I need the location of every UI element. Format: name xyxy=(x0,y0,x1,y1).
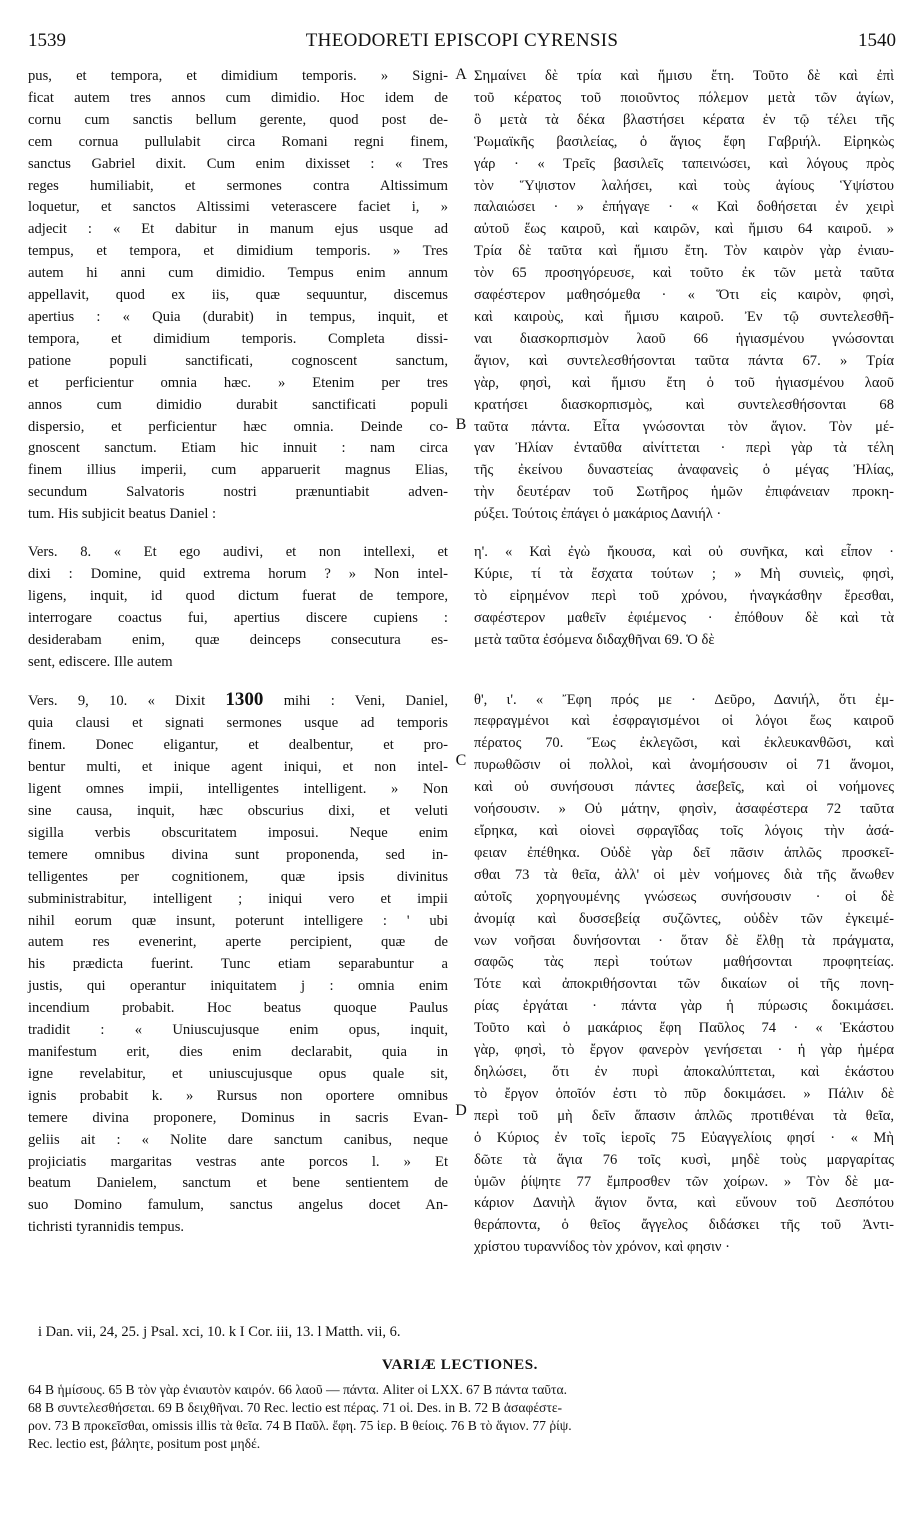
text-line: γαν Ἠλίαν ἐνταῦθα αἰνίττεται · περὶ γὰρ τὰ τέλη xyxy=(474,440,894,457)
running-title: THEODORETI EPISCOPI CYRENSIS xyxy=(305,30,619,51)
text-line: νοήσουσιν. » Οὐ μάτην, φησὶν, ἀσαφέστερα 72 ταῦτα xyxy=(474,801,894,818)
text-line: καὶ καιροὺς, καὶ ἥμισυ καιροῦ. Ἐν τῷ συντελεσθῆ- xyxy=(474,308,894,325)
text-line: ρον. 73 B προκεῖσθαι, omissis illis τὰ θεῖα. 74 B Παῦλ. ἔφη. 75 ἱερ. B θείοις. 76 B τὸ ἅγιον. 77 ῥίψ. xyxy=(28,1418,572,1433)
text-line: ignis probabit k. » Rursus non oportere omnibus xyxy=(28,1087,448,1104)
text-line: δηλώσει, ὅτι ἐν πυρὶ ἀποκαλύπτεται, καὶ ἑκάστου xyxy=(474,1063,894,1080)
text-line: αὐτοῦ ἕως καιροῦ, καὶ καιρῶν, καὶ ἥμισυ 64 καιροῦ. » xyxy=(474,221,894,238)
text-line: telligentes per cognitionem, quæ ipsis divinitus xyxy=(28,868,448,885)
text-line: ἀνομίᾳ καὶ δυσσεβείᾳ συζῶντες, οὐδὲν τῶν ἐγκειμέ- xyxy=(474,910,894,927)
text-line: sigilla verbis obscuritatem imposui. Neque enim xyxy=(28,824,448,841)
text-line: temere omnibus divina sunt proponenda, sed in- xyxy=(28,846,448,863)
text-line: η'. « Καὶ ἐγὼ ἤκουσα, καὶ οὐ συνῆκα, καὶ εἶπον · xyxy=(474,544,894,561)
text-line: ὃ μετὰ τὰ δέκα βλαστήσει κέρατα ἐν τῷ τέλει τῆς xyxy=(474,111,894,128)
text-line: τῆς ἐκείνου δυναστείας ἀναφανεὶς ὁ μέγας Ἠλίας, xyxy=(474,462,894,479)
margin-letter-b: B xyxy=(455,416,467,433)
text-line: bentur multi, et inique agent iniqui, et non intel- xyxy=(28,759,448,776)
text-line: sine causa, inquit, hæc obscurius dixi, et veluti xyxy=(28,803,448,819)
text-line: geliis ait : « Nolite dare sanctum canibus, neque xyxy=(28,1131,448,1148)
text-line: πυρωθῶσιν οἱ πολλοὶ, καὶ ἀνομήσουσιν οἱ 71 ἄνομοι, xyxy=(474,757,894,774)
text-line: his prædicta fuerint. Tunc etiam separabuntur a xyxy=(28,956,448,973)
verse-lead: Vers. 9, 10. « Dixit xyxy=(28,693,226,710)
text-line: finem illius imperii, cum apparuerit magnus Elias, xyxy=(28,462,448,479)
text-line: δῶτε τὰ ἅγια 76 τοῖς κυσὶ, μηδὲ τοὺς μαργαρίτας xyxy=(474,1151,894,1168)
text-line: περὶ τοῦ μὴ δεῖν ἅπασιν ἁπλῶς προτιθέναι τὰ θεῖα, xyxy=(474,1107,894,1124)
text-line: τὸν Ὕψιστον λαλήσει, καὶ τοὺς ἁγίους Ὑψίστου xyxy=(474,177,894,194)
text-line: αὐτοῖς χορηγουμένης γνώσεως συνήσουσιν · οἱ δὲ xyxy=(474,888,894,905)
text-line: θεράποντα, ὁ θεῖος ἄγγελος διδάσκει τῆς τοῦ Ἀντι- xyxy=(474,1217,894,1234)
text-line: incendium probabit. Hoc beatus quoque Paulus xyxy=(28,1000,448,1017)
greek-paragraph-1 xyxy=(474,66,894,526)
text-line: justis, qui operantur iniquitatem j : omnia enim xyxy=(28,978,448,995)
text-line: νων νοῆσαι δυνήσονται · ὅταν δὲ ἔλθῃ τὰ πράγματα, xyxy=(474,932,894,949)
verse-lead-tail: mihi : Veni, Daniel, xyxy=(263,693,448,710)
text-line: ἅγιον, καὶ συντελεσθήσονται ταῦτα πάντα 67. » Τρία xyxy=(474,352,894,369)
text-line: χρίστου τυραννίδος τὸν χρόνον, καὶ φησιν · xyxy=(474,1239,730,1256)
text-line: appellavit, quod ex iis, quæ sequuntur, discemus xyxy=(28,287,448,304)
text-line: Τοῦτο καὶ ὁ μακάριος ἔφη Παῦλος 74 · « Ἑκάστου xyxy=(474,1020,894,1037)
text-line: 64 B ἡμίσους. 65 B τὸν γὰρ ἐνιαυτὸν καιρόν. 66 λαοῦ — πάντα. Aliter οἱ LXX. 67 B πάντα ταῦτα. xyxy=(28,1382,568,1397)
text-line: nihil eorum quæ insunt, poterunt intelligere : ' ubi xyxy=(28,912,448,929)
text-line: interrogare coactus fui, apertius discere cupiens : xyxy=(28,609,448,626)
page-number-right: 1540 xyxy=(858,30,896,51)
text-line: πέρατος 70. Ἕως ἐκλεγῶσι, καὶ ἐκλευκανθῶσι, καὶ xyxy=(474,735,894,752)
text-line: ὁ Κύριος ἐν τοῖς ἱεροῖς 75 Εὐαγγελίοις φησί · « Μὴ xyxy=(474,1129,894,1146)
text-line: subministrabitur, intelligent ; iniqui vero et impii xyxy=(28,890,448,907)
text-line: projiciatis margaritas vestras ante porcos l. » Et xyxy=(28,1153,448,1170)
text-line: beatum Danielem, sanctum et bene sentientem de xyxy=(28,1175,448,1192)
margin-letter-c: C xyxy=(455,752,467,769)
text-line: annos cum dimidio durabit sanctificati populi xyxy=(28,396,448,413)
page-header xyxy=(28,30,896,60)
text-line: τὴν δευτέραν τοῦ Σωτῆρος ἡμῶν ἐπιφάνειαν προκη- xyxy=(474,484,894,501)
variae-lectiones-title: VARIÆ LECTIONES. xyxy=(381,1357,539,1373)
latin-paragraph-3-body xyxy=(28,713,448,1239)
text-line: τὸν 65 προσηγόρευσε, καὶ τοῦτο ἐκ τῶν μετὰ ταῦτα xyxy=(474,265,894,282)
text-line: ρύξει. Τούτοις ἐπάγει ὁ μακάριος Δανιήλ · xyxy=(474,506,722,523)
text-line: apertius : « Quia (durabit) in tempus, inquit, et xyxy=(28,308,448,325)
text-line: κρατήσει διασκορπισμὸς, καὶ συντελεσθήσονται 68 xyxy=(474,396,894,413)
text-line: ρίας ἐργάται · πάντα γὰρ ἡ πύρωσις δοκιμάσει. xyxy=(474,998,894,1015)
text-line: σαφέστερον μαθησόμεθα · « Ὅτι εἰς καιρὸν, φησὶ, xyxy=(474,287,894,304)
text-line: 68 B συντελεσθήσεται. 69 B δειχθῆναι. 70 Rec. lectio est πέρας. 71 οἱ. Des. in B. 72 B ἀσαφέστε- xyxy=(28,1400,563,1415)
text-line: εἴρηκα, καὶ οἱονεὶ σφραγῖδας τοῖς λόγοις τὴν ἀσά- xyxy=(474,823,894,839)
text-line: cornu cum sanctis bellum gerente, quod post de- xyxy=(28,111,448,128)
footnotes: i Dan. vii, 24, 25. j Psal. xci, 10. k I Cor. iii, 13. l Matth. vii, 6. xyxy=(38,1324,401,1340)
text-line: ligent omnes impii, intelligentes intelligent. » Non xyxy=(28,781,448,798)
text-line: tum. His subjicit beatus Daniel : xyxy=(28,506,217,523)
text-line: reges humiliabit, et sermones contra Altissimum xyxy=(28,177,448,194)
text-line: tichristi tyrannidis tempus. xyxy=(28,1219,185,1236)
text-line: dixi : Domine, quid extrema horum ? » Non intel- xyxy=(28,565,448,582)
text-line: θ', ι'. « Ἔφη πρός με · Δεῦρο, Δανιήλ, ὅτι ἐμ- xyxy=(474,691,894,708)
latin-paragraph-3 xyxy=(28,689,448,1239)
latin-paragraph-2 xyxy=(28,542,448,673)
text-line: dispersio, et perficientur hæc omnia. Deinde co- xyxy=(28,418,448,435)
margin-letter-d: D xyxy=(455,1102,467,1119)
text-line: cem cornua pullulabit circa Romani regni finem, xyxy=(28,133,448,150)
text-line: desiderabam enim, quæ deinceps consecutura es- xyxy=(28,631,448,648)
greek-paragraph-2 xyxy=(474,542,894,652)
text-line: Τρία δὲ ταῦτα καὶ ἥμισυ ἔτη. Τὸν καιρὸν γὰρ ἐνιαυ- xyxy=(474,243,894,260)
text-line: Ῥωμαϊκῆς βασιλείας, ὁ ἅγιος ἔφη Γαβριήλ. Εἰρηκὼς xyxy=(474,133,894,150)
text-line: παλαιώσει · » ἐπήγαγε · « Καὶ δοθήσεται ἐν χειρὶ xyxy=(474,199,894,216)
page-number-left: 1539 xyxy=(28,30,66,51)
text-line: tradidit : « Uniuscujusque enim opus, inquit, xyxy=(28,1022,448,1039)
latin-paragraph-1 xyxy=(28,66,448,526)
text-line: γὰρ, φησὶ, τὸ ἔργον φανερὸν γενήσεται · ἡ γὰρ ἡμέρα xyxy=(474,1042,894,1059)
text-line: ficat autem tres annos cum dimidio. Hoc idem de xyxy=(28,89,448,106)
text-line: Κύριε, τί τὰ ἔσχατα τούτων ; » Μὴ συνιεὶς, φησὶ, xyxy=(474,565,894,582)
text-line: Σημαίνει δὲ τρία καὶ ἥμισυ ἔτη. Τοῦτο δὲ καὶ ἐπὶ xyxy=(474,68,894,84)
text-line: γὰρ, φησὶ, καὶ ἥμισυ ἔτη ὁ τοῦ ἡγιασμένου λαοῦ xyxy=(474,374,894,391)
text-line: Τότε καὶ ἀποκριθήσονται τῶν δικαίων οἱ τῆς πονη- xyxy=(474,976,894,993)
latin-paragraph-3-first-line xyxy=(28,689,448,713)
text-line: σαφῶς τὰς περὶ τούτων μαθήσονται προφητείας. xyxy=(474,954,894,971)
column-number: 1300 xyxy=(225,689,264,711)
text-line: loquetur, et sanctos Altissimi veterascere faciet i, » xyxy=(28,199,448,216)
text-line: τὸ ἔργον ὁποῖόν ἐστι τὸ πῦρ δοκιμάσει. » Πάλιν δὲ xyxy=(474,1085,894,1102)
text-line: autem res evenerint, aperte percipient, quæ de xyxy=(28,934,448,951)
text-line: sanctus Gabriel dixit. Cum enim dixisset : « Tres xyxy=(28,155,448,172)
variae-lines xyxy=(28,1381,894,1453)
text-line: autem hi anni cum dimidio. Tempus enim annum xyxy=(28,265,448,282)
text-line: τὸ εἰρημένον περὶ τοῦ χρόνου, ἠναγκάσθην ἔρεσθαι, xyxy=(474,587,894,604)
text-line: κάριον Δανιὴλ ἅγιον ὄντα, καὶ εὔνουν τοῦ Δεσπότου xyxy=(474,1195,894,1212)
text-line: tempora, et dimidium temporis. Completa dissi- xyxy=(28,330,448,347)
text-line: Rec. lectio est, βάλητε, positum post μηδέ. xyxy=(28,1436,261,1451)
text-line: secundum Salvatoris nostri prænuntiabit adven- xyxy=(28,484,448,501)
text-line: γάρ · « Τρεῖς βασιλεῖς ταπεινώσει, καὶ λόγους πρὸς xyxy=(474,155,894,172)
text-line: pus, et tempora, et dimidium temporis. » Signi- xyxy=(28,68,448,84)
text-line: tempus, et tempora, et dimidium temporis. » Tres xyxy=(28,243,448,260)
text-line: manifestum erit, dies enim declarabit, quia in xyxy=(28,1043,448,1060)
text-line: adjecit : « Et dabitur in manum ejus usque ad xyxy=(28,221,448,238)
latin-column xyxy=(28,66,448,1239)
text-line: et perficientur omnia hæc. » Etenim per tres xyxy=(28,374,448,391)
text-line: ὑμῶν ῥίψητε 77 ἔμπροσθεν τῶν χοίρων. » Τὸν δὲ μα- xyxy=(474,1173,894,1190)
text-line: σαφέστερον μαθεῖν ἐφιέμενος · ἐπόθουν δὲ καὶ τὰ xyxy=(474,609,894,626)
variae-lectiones xyxy=(28,1381,894,1453)
greek-column xyxy=(474,66,894,1259)
text-line: καὶ οὐ συνήσουσι πάντες ἀσεβεῖς, καὶ οἱ νοήμονες xyxy=(474,779,894,796)
text-line: sent, ediscere. Ille autem xyxy=(28,653,173,670)
text-line: πεφραγμένοι καὶ ἐσφραγισμένοι οἱ λόγοι ἕως καιροῦ xyxy=(474,713,894,730)
text-line: φειαν ἐπέθηκα. Οὐδὲ γὰρ δεῖ πᾶσιν ἁπλῶς προσκεῖ- xyxy=(474,844,894,861)
text-line: gnoscent sanctum. Etiam hic innuit : nam circa xyxy=(28,440,448,457)
text-line: σθαι 73 τὰ θεῖα, ἀλλ' οἱ μὲν νοήμονες διὰ τῆς ἄνωθεν xyxy=(474,866,894,883)
text-line: ναι διασκορπισμὸν λαοῦ 66 ἡγιασμένου γνώσονται xyxy=(474,330,894,347)
text-line: τοῦ κέρατος τοῦ ποιοῦντος πόλεμον μετὰ τῶν ἁγίων, xyxy=(474,89,894,106)
text-line: ταῦτα πάντα. Εἶτα γνώσονται τὸν ἅγιον. Τὸν μέ- xyxy=(474,418,894,435)
text-line: temere divina proponere, Dominus in sacris Evan- xyxy=(28,1109,448,1126)
text-line: igne revelabitur, et uniuscujusque opus quale sit, xyxy=(28,1065,448,1082)
text-line: ligens, inquit, id quod dictum fuerat de tempore, xyxy=(28,587,448,604)
text-line: suo Domino famulum, sanctus angelus docet An- xyxy=(28,1197,448,1214)
text-line: finem. Donec eligantur, et dealbentur, et pro- xyxy=(28,737,448,754)
text-line: quia clausi et signati sermones usque ad temporis xyxy=(28,715,448,732)
text-line: Vers. 8. « Et ego audivi, et non intellexi, et xyxy=(28,544,448,561)
text-line: μετὰ ταῦτα ἐσόμενα διδαχθῆναι 69. Ὁ δὲ xyxy=(474,631,715,648)
text-line: patione populi sanctificati, cognoscent sanctum, xyxy=(28,352,448,369)
margin-letter-a: A xyxy=(455,66,467,83)
greek-paragraph-3 xyxy=(474,690,894,1260)
